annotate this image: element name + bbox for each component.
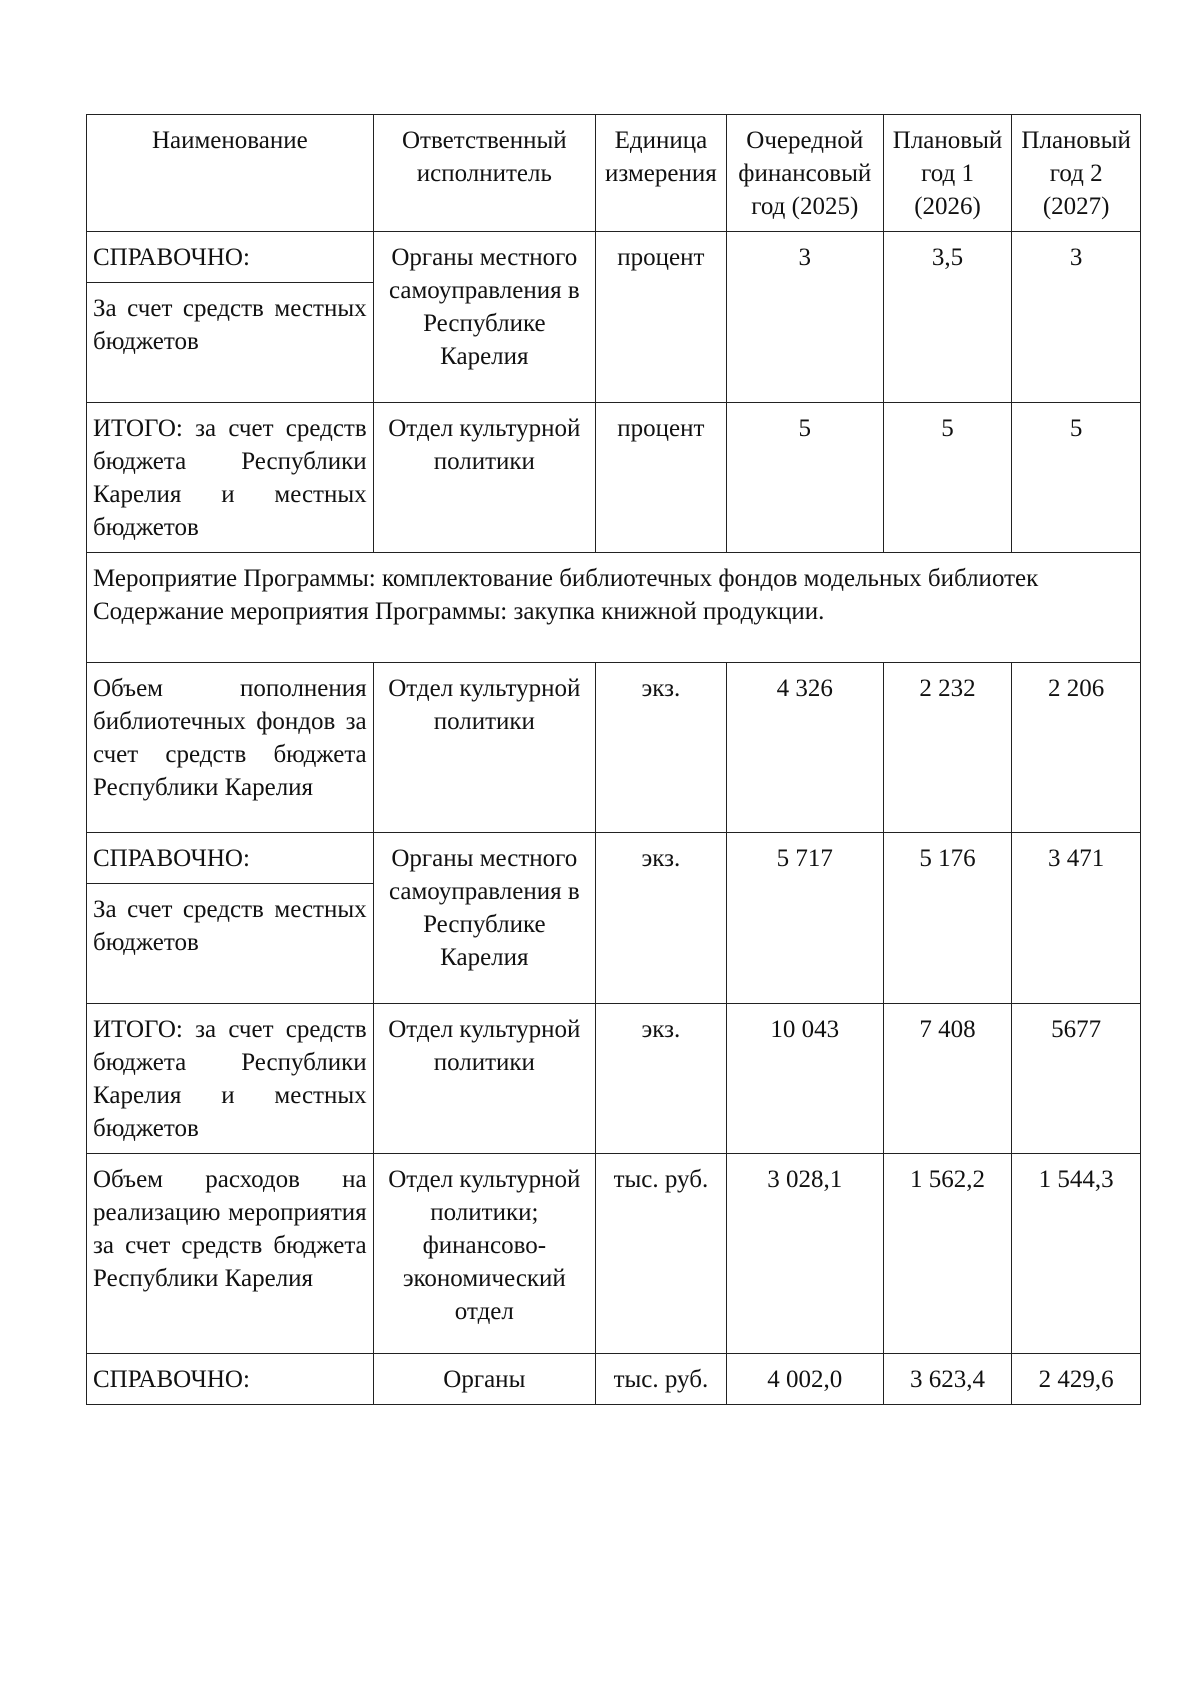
- table-row: [87, 403, 1141, 553]
- row-value-2027: 5: [1012, 403, 1141, 553]
- table-header-row: [87, 115, 1141, 232]
- row-value-2026: 2 232: [883, 663, 1012, 833]
- row-responsible: Органы местного самоуправления в Республике Карелия: [373, 833, 595, 1004]
- row-name-total: ИТОГО: за счет средств бюджета Республики Карелия и местных бюджетов: [87, 403, 374, 553]
- row-value-2026: 3 623,4: [883, 1354, 1012, 1405]
- row-value-2025: 10 043: [726, 1004, 883, 1154]
- row-value-2025: 3: [726, 232, 883, 403]
- row-unit: процент: [596, 232, 727, 403]
- event-row: [87, 553, 1141, 663]
- row-responsible: Отдел культурной политики: [373, 1004, 595, 1154]
- table-row: [87, 232, 1141, 283]
- table-row: [87, 663, 1141, 833]
- row-name-reference: СПРАВОЧНО:: [87, 833, 374, 884]
- row-value-2027: 2 206: [1012, 663, 1141, 833]
- header-unit: Единица измерения: [596, 115, 727, 232]
- row-value-2025: 5: [726, 403, 883, 553]
- header-plan-year-2: Плановый год 2 (2027): [1012, 115, 1141, 232]
- row-value-2026: 5 176: [883, 833, 1012, 1004]
- row-value-2025: 5 717: [726, 833, 883, 1004]
- row-responsible: Отдел культурной политики: [373, 403, 595, 553]
- row-value-2025: 4 002,0: [726, 1354, 883, 1405]
- row-name-reference: СПРАВОЧНО:: [87, 1354, 374, 1405]
- row-name-reference: СПРАВОЧНО:: [87, 232, 374, 283]
- row-unit: тыс. руб.: [596, 1354, 727, 1405]
- row-unit: экз.: [596, 1004, 727, 1154]
- event-description: [87, 553, 1141, 663]
- row-value-2027: 1 544,3: [1012, 1154, 1141, 1354]
- row-value-2025: 4 326: [726, 663, 883, 833]
- row-unit: тыс. руб.: [596, 1154, 727, 1354]
- row-name-total: ИТОГО: за счет средств бюджета Республики Карелия и местных бюджетов: [87, 1004, 374, 1154]
- event-content: Содержание мероприятия Программы: закупка книжной продукции.: [93, 598, 825, 625]
- row-value-2026: 7 408: [883, 1004, 1012, 1154]
- program-indicators-table: [86, 114, 1141, 1405]
- row-name-local-budgets: За счет средств местных бюджетов: [87, 884, 374, 1004]
- header-current-year: Очередной финансовый год (2025): [726, 115, 883, 232]
- header-plan-year-1: Плановый год 1 (2026): [883, 115, 1012, 232]
- row-value-2026: 3,5: [883, 232, 1012, 403]
- row-unit: процент: [596, 403, 727, 553]
- row-name-expenses: Объем расходов на реализацию мероприятия за счет средств бюджета Республики Карелия: [87, 1154, 374, 1354]
- event-title: Мероприятие Программы: комплектование библиотечных фондов модельных библиотек: [93, 565, 1039, 592]
- row-value-2027: 2 429,6: [1012, 1354, 1141, 1405]
- row-name-fund-volume: Объем пополнения библиотечных фондов за счет средств бюджета Республики Карелия: [87, 663, 374, 833]
- row-value-2027: 3: [1012, 232, 1141, 403]
- row-responsible: Органы: [373, 1354, 595, 1405]
- row-responsible: Отдел культурной политики: [373, 663, 595, 833]
- row-value-2027: 3 471: [1012, 833, 1141, 1004]
- row-value-2025: 3 028,1: [726, 1154, 883, 1354]
- header-responsible: Ответственный исполнитель: [373, 115, 595, 232]
- table-row: [87, 1154, 1141, 1354]
- table-row: [87, 1354, 1141, 1405]
- table-row: [87, 1004, 1141, 1154]
- row-responsible: Органы местного самоуправления в Республике Карелия: [373, 232, 595, 403]
- row-unit: экз.: [596, 663, 727, 833]
- row-responsible: Отдел культурной политики; финансово-экономический отдел: [373, 1154, 595, 1354]
- table-row: [87, 833, 1141, 884]
- row-value-2026: 1 562,2: [883, 1154, 1012, 1354]
- row-value-2027: 5677: [1012, 1004, 1141, 1154]
- row-unit: экз.: [596, 833, 727, 1004]
- header-name: Наименование: [87, 115, 374, 232]
- row-name-local-budgets: За счет средств местных бюджетов: [87, 283, 374, 403]
- row-value-2026: 5: [883, 403, 1012, 553]
